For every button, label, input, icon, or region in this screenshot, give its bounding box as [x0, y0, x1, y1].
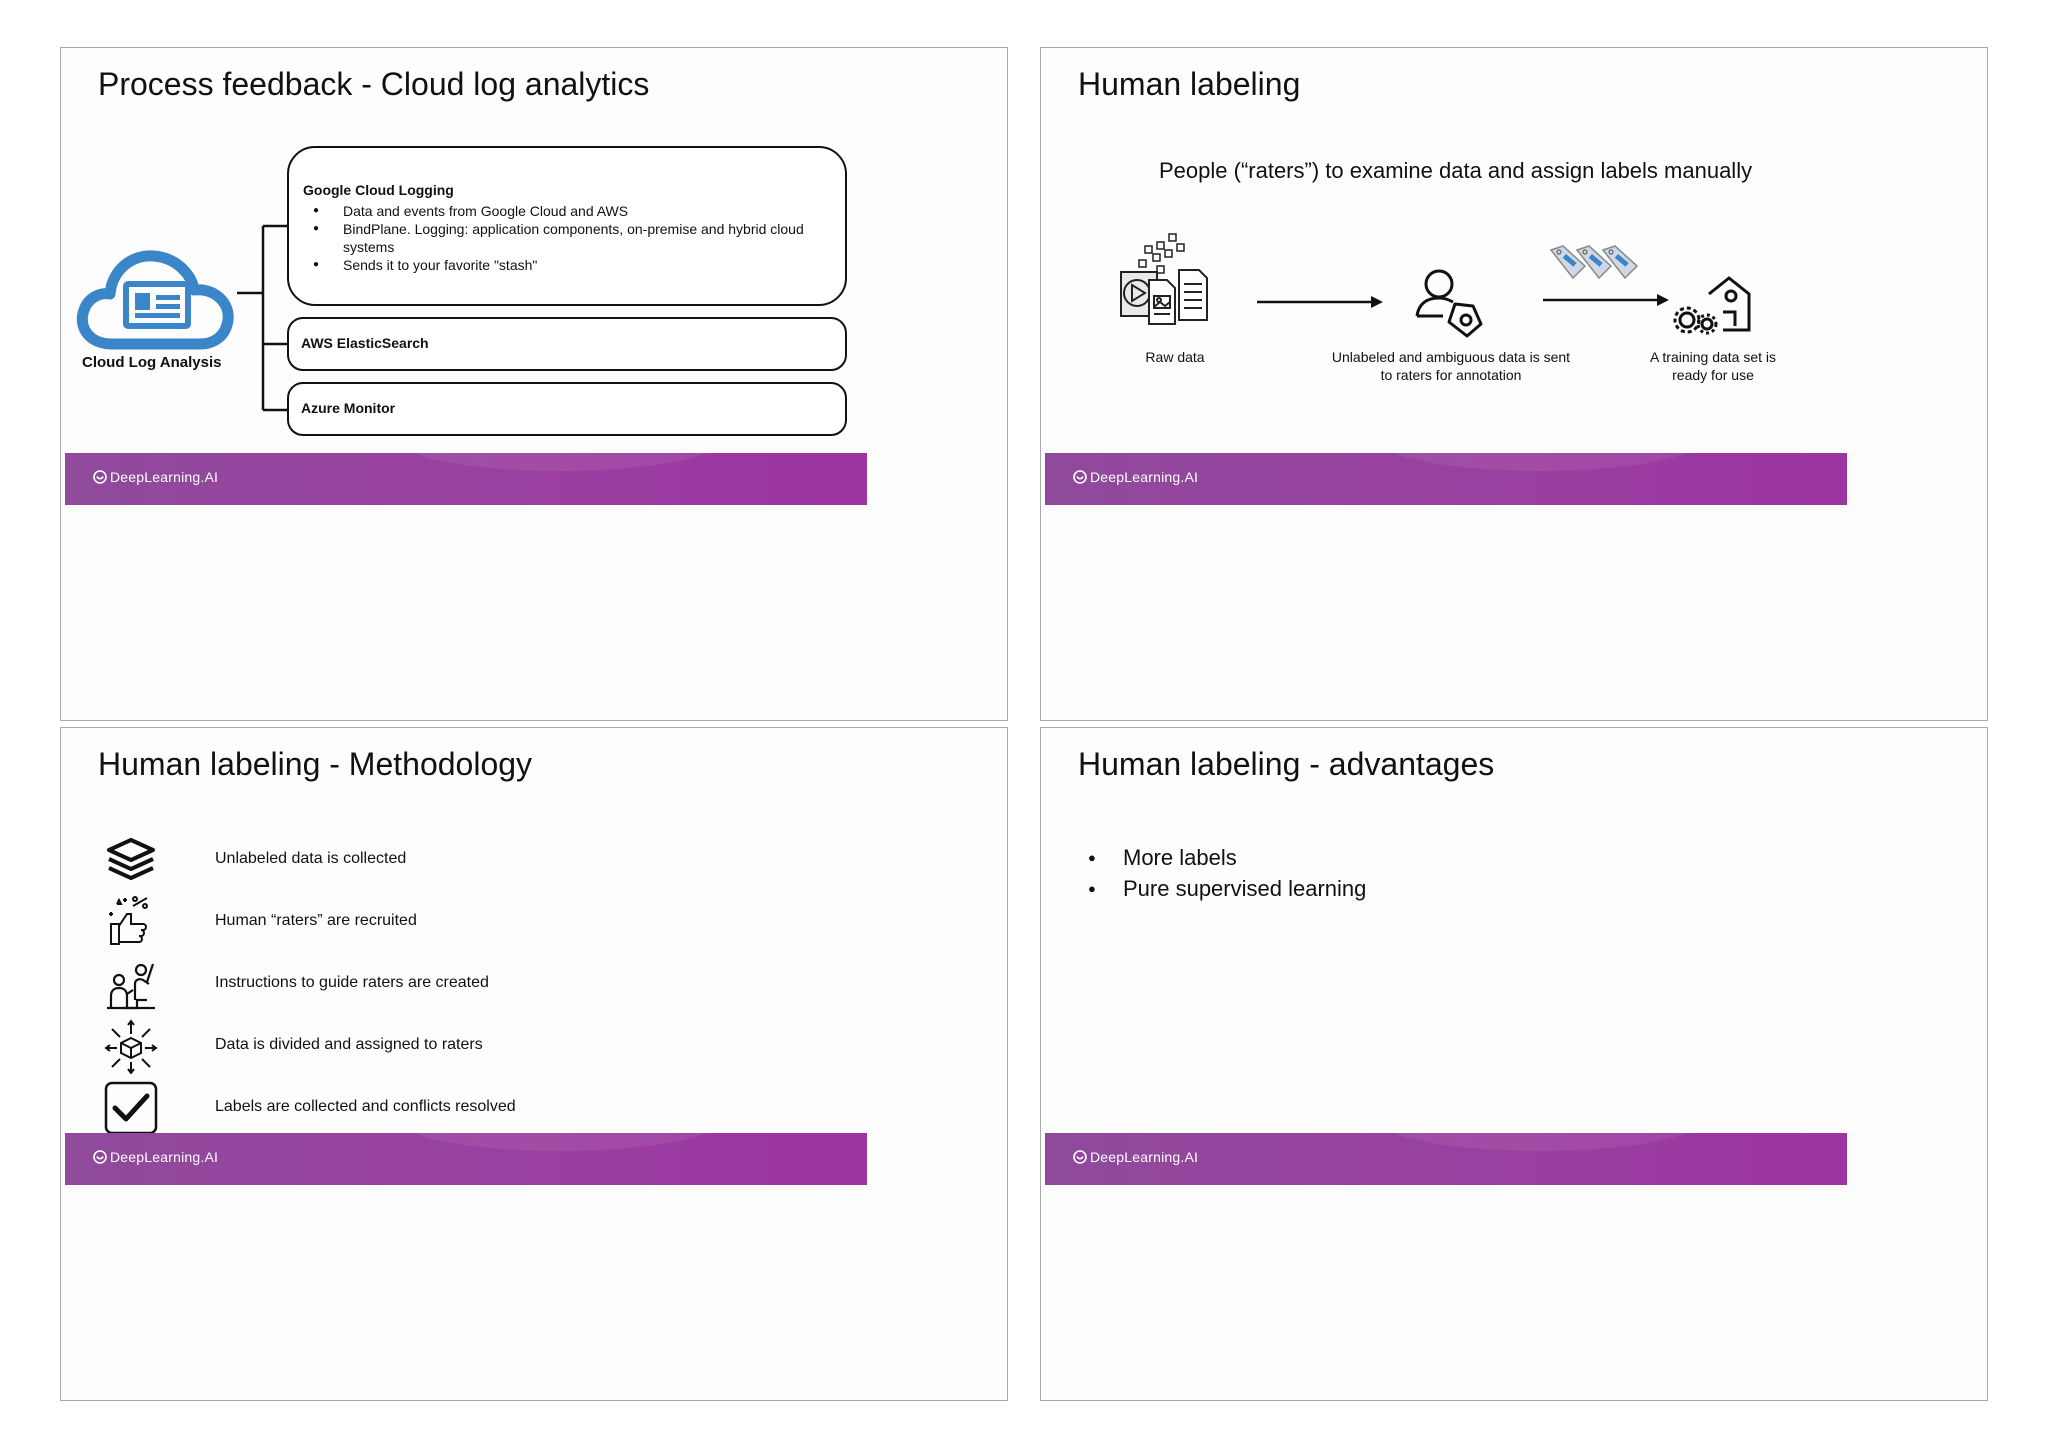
deeplearning-mark-icon [93, 1150, 107, 1164]
slide-human-labeling-methodology [60, 727, 1008, 1401]
method-step [103, 956, 903, 1012]
slide-title: Human labeling - Methodology [98, 746, 533, 782]
aws-elasticsearch-box [287, 317, 847, 371]
slide-footer [1045, 1133, 1847, 1185]
footer-brand: DeepLearning.AI [110, 469, 219, 485]
slide-footer [65, 1133, 867, 1185]
method-step [103, 1080, 903, 1136]
box-title: AWS ElasticSearch [301, 335, 429, 351]
footer-brand: DeepLearning.AI [110, 1149, 219, 1165]
rater-tag-icon [1411, 264, 1491, 349]
box-title: Google Cloud Logging [303, 182, 454, 198]
method-step-text: Instructions to guide raters are created [215, 974, 489, 991]
bullet-item: ● Data and events from Google Cloud and AWS [303, 202, 823, 220]
slide-footer [65, 453, 867, 505]
method-step-text: Labels are collected and conflicts resolved [215, 1098, 516, 1115]
arrow-right-icon [1541, 290, 1671, 310]
method-step-text: Unlabeled data is collected [215, 850, 407, 867]
slide-footer [1045, 453, 1847, 505]
method-step-text: Human “raters” are recruited [215, 912, 417, 929]
advantage-item: ● Pure supervised learning [1081, 873, 1366, 904]
box-title: Azure Monitor [301, 400, 396, 416]
box-bullets [303, 202, 823, 274]
slide-title: Process feedback - Cloud log analytics [98, 66, 650, 102]
deeplearning-mark-icon [1073, 1150, 1087, 1164]
deeplearning-logo [93, 1149, 218, 1165]
flow-label-training-set: A training data set is ready for use [1649, 349, 1777, 383]
flow-label-raw-data: Raw data [1145, 349, 1205, 365]
slide-title: Human labeling - advantages [1078, 746, 1495, 782]
training-set-icon [1671, 274, 1751, 343]
method-step [103, 1018, 903, 1074]
method-step [103, 832, 903, 888]
google-cloud-logging-box [287, 146, 847, 306]
checkbox-icon [103, 1080, 159, 1136]
advantages-list [1081, 842, 1366, 904]
flow-label-unlabeled: Unlabeled and ambiguous data is sent to raters for annotation [1331, 349, 1571, 383]
deeplearning-mark-icon [1073, 470, 1087, 484]
bullet-item: ● Sends it to your favorite "stash" [303, 256, 823, 274]
connector-bracket [61, 48, 301, 468]
raw-data-icon [1119, 232, 1229, 347]
method-step-text: Data is divided and assigned to raters [215, 1036, 483, 1053]
deeplearning-logo [1073, 1149, 1198, 1165]
layers-icon [103, 832, 159, 888]
slide-human-labeling [1040, 47, 1988, 721]
slide-cloud-log-analytics [60, 47, 1008, 721]
price-tags-icon [1549, 244, 1649, 293]
deeplearning-logo [1073, 469, 1198, 485]
slide-title: Human labeling [1078, 66, 1301, 102]
footer-brand: DeepLearning.AI [1090, 469, 1199, 485]
advantage-item: ● More labels [1081, 842, 1366, 873]
thumbs-up-icon [103, 894, 159, 950]
people-climbing-icon [103, 956, 159, 1012]
distribute-box-icon [103, 1018, 159, 1074]
slide-human-labeling-advantages [1040, 727, 1988, 1401]
method-step [103, 894, 903, 950]
deeplearning-logo [93, 469, 218, 485]
arrow-right-icon [1255, 292, 1385, 312]
cloud-log-analysis-label: Cloud Log Analysis [82, 354, 222, 371]
slide-subtitle: People (“raters”) to examine data and assign labels manually [1159, 158, 1753, 183]
bullet-item: ● BindPlane. Logging: application components, on-premise and hybrid cloud systems [303, 220, 823, 256]
footer-brand: DeepLearning.AI [1090, 1149, 1199, 1165]
deeplearning-mark-icon [93, 470, 107, 484]
azure-monitor-box [287, 382, 847, 436]
